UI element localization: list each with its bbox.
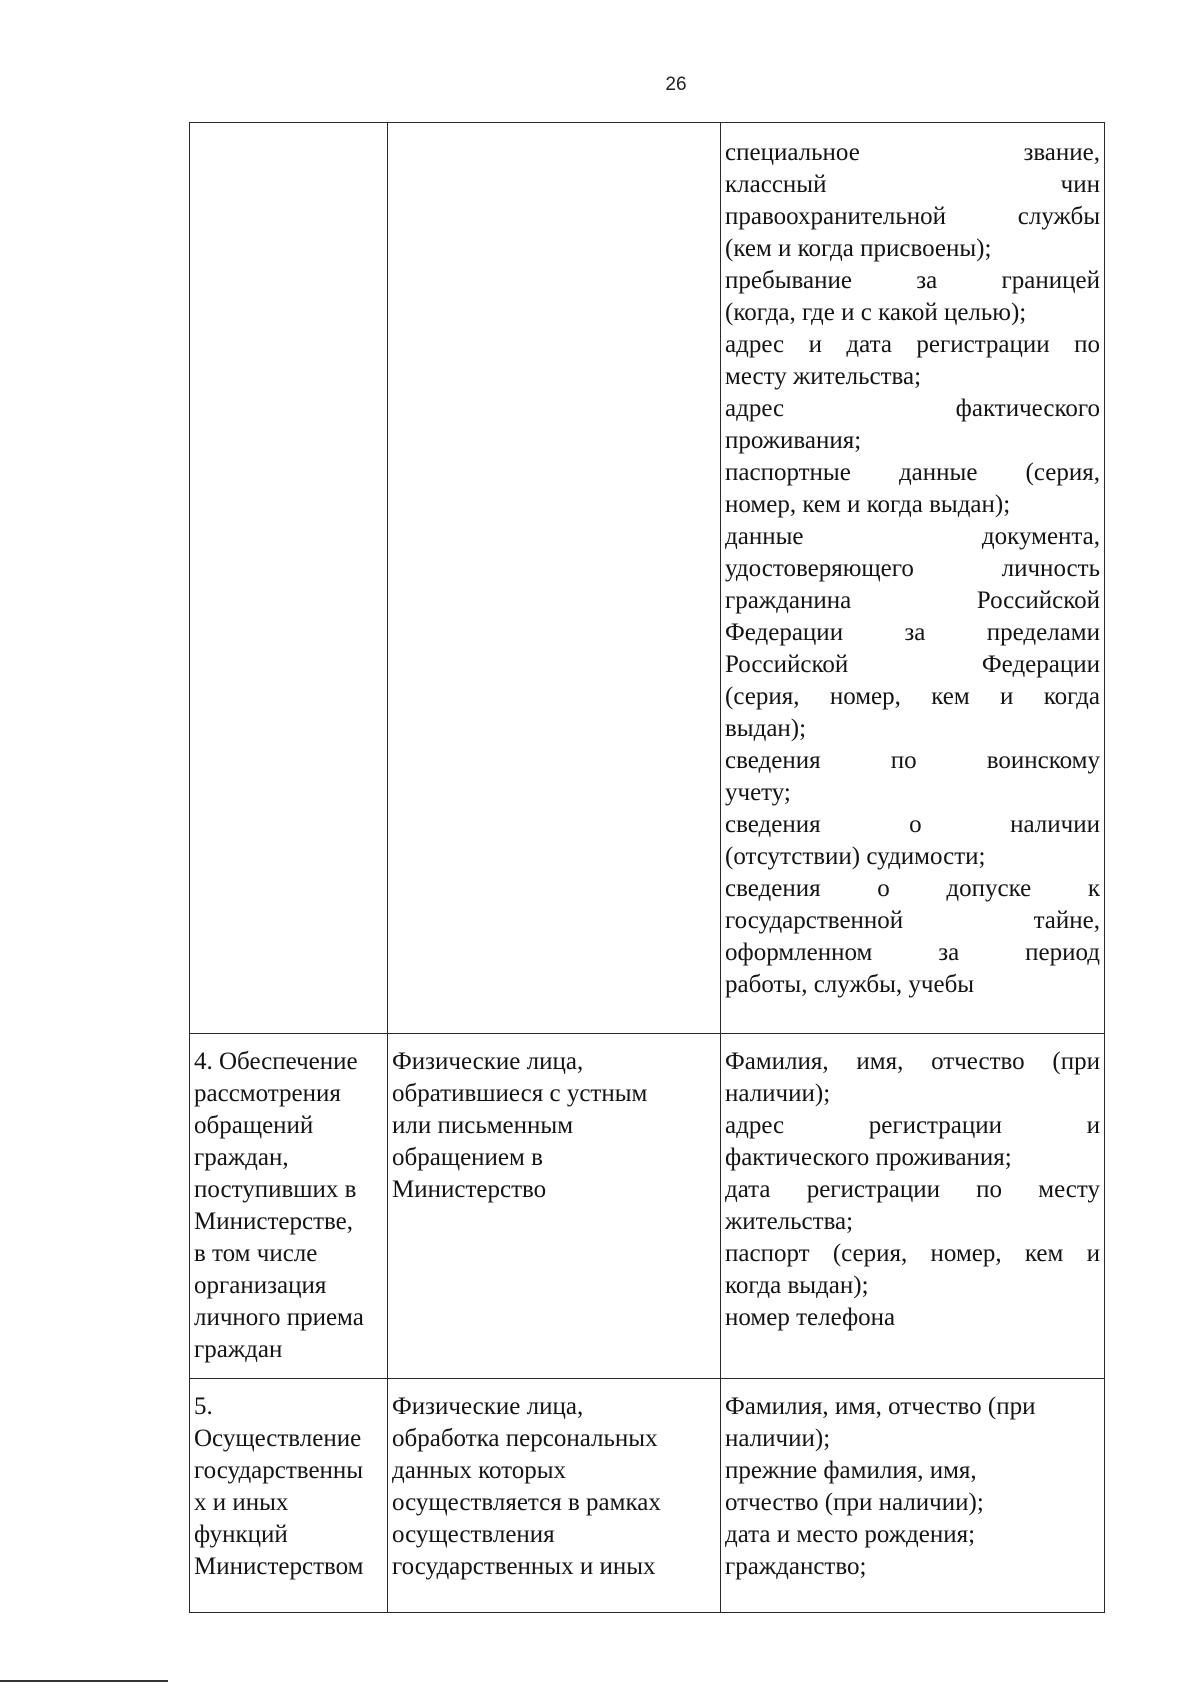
cell-line: граждан [194, 1336, 283, 1363]
cell-line: отчество (при наличии); [725, 1489, 984, 1516]
cell-line: Министерство [392, 1176, 547, 1203]
page-number: 26 [665, 74, 687, 95]
cell-line: (когда, где и с какой целью); [725, 299, 1027, 326]
cell-line: фактического проживания; [725, 1144, 1012, 1171]
cell-line: удостоверяющего личность [725, 555, 1100, 582]
processing-purpose-cell [190, 123, 388, 1034]
cell-line: учету; [725, 779, 791, 806]
table-row [190, 1379, 1105, 1613]
cell-line: выдан); [725, 715, 807, 742]
cell-line: рассмотрения [194, 1080, 341, 1107]
cell-line: гражданство; [725, 1553, 867, 1580]
cell-line: прежние фамилия, имя, [725, 1457, 977, 1484]
data-subjects-cell [388, 1379, 721, 1613]
cell-line: данных которых [392, 1457, 567, 1484]
cell-line: Физические лица, [392, 1048, 584, 1075]
cell-line: организация [194, 1272, 327, 1299]
cell-line: оформленном за период [725, 939, 1100, 966]
cell-line: х и иных [194, 1489, 289, 1516]
cell-line: обработка персональных [392, 1425, 658, 1452]
personal-data-list-cell [721, 1379, 1105, 1613]
cell-line: государственных и иных [392, 1553, 656, 1580]
cell-line: наличии); [725, 1425, 831, 1452]
cell-line: 5. [194, 1393, 213, 1420]
cell-line: государственны [194, 1457, 364, 1484]
cell-line: 4. Обеспечение [194, 1048, 358, 1075]
cell-line: сведения по воинскому [725, 747, 1100, 774]
cell-line: (кем и когда присвоены); [725, 235, 992, 262]
cell-line: месту жительства; [725, 363, 922, 390]
processing-purpose-cell [190, 1034, 388, 1379]
cell-line: когда выдан); [725, 1272, 869, 1299]
cell-line: гражданина Российской [725, 587, 1100, 614]
cell-line: проживания; [725, 427, 862, 454]
cell-line: Министерством [194, 1553, 364, 1580]
data-subjects-cell [388, 1034, 721, 1379]
cell-line: номер, кем и когда выдан); [725, 491, 1011, 518]
cell-line: Министерстве, [194, 1208, 354, 1235]
cell-line: дата и место рождения; [725, 1521, 976, 1548]
cell-line: обратившиеся с устным [392, 1080, 648, 1107]
cell-line: государственной тайне, [725, 907, 1100, 934]
cell-line: Федерации за пределами [725, 619, 1100, 646]
cell-line: в том числе [194, 1240, 318, 1267]
cell-line: номер телефона [725, 1304, 896, 1331]
cell-line: Фамилия, имя, отчество (при [725, 1048, 1100, 1075]
cell-line: или письменным [392, 1112, 574, 1139]
cell-line: адрес регистрации и [725, 1112, 1100, 1139]
table-row [190, 1034, 1105, 1379]
cell-line: жительства; [725, 1208, 854, 1235]
personal-data-table [189, 122, 1105, 1613]
cell-line: паспортные данные (серия, [725, 459, 1100, 486]
cell-line: Физические лица, [392, 1393, 584, 1420]
cell-line: дата регистрации по месту [725, 1176, 1100, 1203]
cell-line: паспорт (серия, номер, кем и [725, 1240, 1100, 1267]
table-row [190, 123, 1105, 1034]
cell-line: наличии); [725, 1080, 831, 1107]
cell-line: Фамилия, имя, отчество (при [725, 1393, 1036, 1420]
footnote-rule [0, 1680, 168, 1682]
cell-line: адрес и дата регистрации по [725, 331, 1100, 358]
cell-line: Осуществление [194, 1425, 362, 1452]
cell-line: работы, службы, учебы [725, 971, 975, 998]
cell-line: обращением в [392, 1144, 543, 1171]
cell-line: сведения о наличии [725, 811, 1100, 838]
cell-line: осуществляется в рамках [392, 1489, 661, 1516]
cell-line: специальное звание, [725, 139, 1100, 166]
personal-data-list-cell [721, 123, 1105, 1034]
personal-data-list-cell [721, 1034, 1105, 1379]
cell-line: правоохранительной службы [725, 203, 1100, 230]
cell-line: (отсутствии) судимости; [725, 843, 986, 870]
cell-line: адрес фактического [725, 395, 1100, 422]
cell-line: обращений [194, 1112, 314, 1139]
cell-line: поступивших в [194, 1176, 357, 1203]
cell-line: данные документа, [725, 523, 1100, 550]
cell-line: сведения о допуске к [725, 875, 1100, 902]
cell-line: классный чин [725, 171, 1100, 198]
cell-line: личного приема [194, 1304, 364, 1331]
processing-purpose-cell [190, 1379, 388, 1613]
cell-line: осуществления [392, 1521, 555, 1548]
cell-line: пребывание за границей [725, 267, 1100, 294]
cell-line: Российской Федерации [725, 651, 1100, 678]
data-subjects-cell [388, 123, 721, 1034]
cell-line: (серия, номер, кем и когда [725, 683, 1100, 710]
cell-line: функций [194, 1521, 288, 1548]
cell-line: граждан, [194, 1144, 289, 1171]
